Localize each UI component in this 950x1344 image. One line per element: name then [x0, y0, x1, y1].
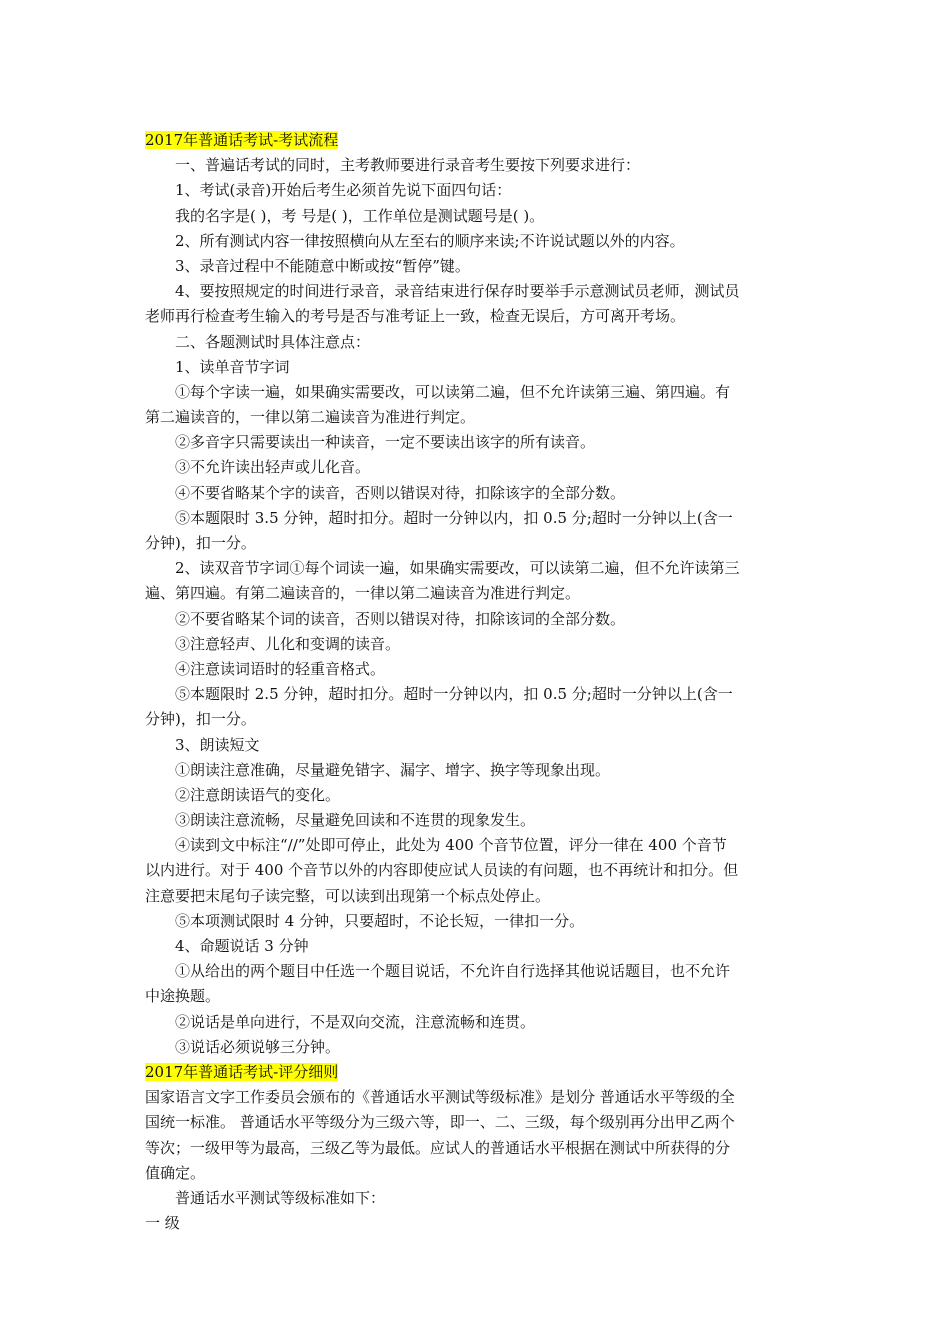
paragraph-line: ①朗读注意准确，尽量避免错字、漏字、增字、换字等现象出现。 — [175, 760, 611, 779]
paragraph-line: 我的名字是( )，考 号是( )，工作单位是测试题号是( )。 — [175, 206, 545, 225]
document-page — [145, 128, 807, 1236]
paragraph-line: ②说话是单向进行，不是双向交流，注意流畅和连贯。 — [175, 1012, 536, 1031]
highlighted-heading: 2017年普通话考试-评分细则 — [145, 1062, 339, 1081]
paragraph-line: 分钟)，扣一分。 — [145, 534, 256, 552]
highlighted-heading: 2017年普通话考试-考试流程 — [145, 131, 339, 149]
paragraph-line: ⑤本题限时 3.5 分钟，超时扣分。超时一分钟以内，扣 0.5 分;超时一分钟以上(含一 — [175, 508, 733, 527]
section-body — [145, 1085, 807, 1236]
paragraph-line: 国统一标准。 普通话水平等级分为三级六等，即一、二、三级，每个级别再分出甲乙两个 — [145, 1113, 735, 1132]
paragraph-line: ③朗读注意流畅，尽量避免回读和不连贯的现象发生。 — [175, 811, 536, 830]
paragraph-line: 分钟)，扣一分。 — [145, 710, 256, 729]
paragraph-line: 遍、第四遍。有第二遍读音的，一律以第二遍读音为准进行判定。 — [145, 584, 581, 603]
paragraph-line: 等次；一级甲等为最高，三级乙等为最低。应试人的普通话水平根据在测试中所获得的分 — [145, 1138, 731, 1157]
paragraph-line: 3、录音过程中不能随意中断或按“暂停”键。 — [175, 256, 470, 275]
paragraph-line: ⑤本项测试限时 4 分钟，只要超时，不论长短，一律扣一分。 — [175, 911, 585, 930]
paragraph-line: 老师再行检查考生输入的考号是否与准考证上一致，检查无误后，方可离开考场。 — [145, 307, 686, 326]
section-body — [145, 153, 807, 1060]
paragraph-line: ④不要省略某个字的读音，否则以错误对待，扣除该字的全部分数。 — [175, 483, 626, 502]
paragraph-line: 国家语言文字工作委员会颁布的《普通话水平测试等级标准》是划分 普通话水平等级的全 — [145, 1088, 735, 1107]
paragraph-line: ⑤本题限时 2.5 分钟，超时扣分。超时一分钟以内，扣 0.5 分;超时一分钟以上(含一 — [175, 685, 733, 704]
section-heading — [145, 1060, 807, 1085]
paragraph-line: ②不要省略某个词的读音，否则以错误对待，扣除该词的全部分数。 — [175, 609, 626, 628]
paragraph-line: ③说话必须说够三分钟。 — [175, 1037, 341, 1056]
paragraph-line: 1、考试(录音)开始后考生必须首先说下面四句话： — [175, 181, 512, 200]
paragraph-line: ④注意读词语时的轻重音格式。 — [175, 659, 386, 678]
paragraph-line: ①从给出的两个题目中任选一个题目说话，不允许自行选择其他说话题目，也不允许 — [175, 962, 731, 981]
paragraph-line: ②多音字只需要读出一种读音，一定不要读出该字的所有读音。 — [175, 433, 596, 452]
paragraph-line: 值确定。 — [145, 1163, 206, 1182]
paragraph-line: 第二遍读音的，一律以第二遍读音为准进行判定。 — [145, 408, 476, 427]
paragraph-line: 2、所有测试内容一律按照横向从左至右的顺序来读;不许说试题以外的内容。 — [175, 231, 685, 250]
paragraph-line: ③注意轻声、儿化和变调的读音。 — [175, 634, 401, 653]
paragraph-line: 1、读单音节字词 — [175, 357, 290, 376]
paragraph-line: 普通话水平测试等级标准如下： — [175, 1188, 386, 1207]
paragraph-line: ②注意朗读语气的变化。 — [175, 785, 341, 804]
section-heading — [145, 128, 807, 153]
paragraph-line: 3、朗读短文 — [175, 735, 260, 754]
paragraph-line: ①每个字读一遍，如果确实需要改，可以读第二遍，但不允许读第三遍、第四遍。有 — [175, 382, 731, 401]
paragraph-line: ③不允许读出轻声或儿化音。 — [175, 458, 371, 477]
paragraph-line: 2、读双音节字词①每个词读一遍，如果确实需要改，可以读第二遍，但不允许读第三 — [175, 559, 740, 578]
paragraph-line: 4、要按照规定的时间进行录音，录音结束进行保存时要举手示意测试员老师，测试员 — [175, 282, 740, 301]
paragraph-line: ④读到文中标注“//”处即可停止，此处为 400 个音节位置，评分一律在 400 个音节 — [175, 836, 727, 855]
paragraph-line: 4、命题说话 3 分钟 — [175, 937, 309, 955]
paragraph-line: 中途换题。 — [145, 987, 221, 1006]
paragraph-line: 一 级 — [145, 1214, 180, 1233]
paragraph-line: 二、各题测试时具体注意点： — [175, 332, 371, 351]
paragraph-line: 注意要把末尾句子读完整，可以读到出现第一个标点处停止。 — [145, 886, 551, 905]
paragraph-line: 以内进行。对于 400 个音节以外的内容即使应试人员读的有问题，也不再统计和扣分。但 — [145, 861, 739, 880]
paragraph-line: 一、普遍话考试的同时，主考教师要进行录音考生要按下列要求进行： — [175, 156, 641, 175]
